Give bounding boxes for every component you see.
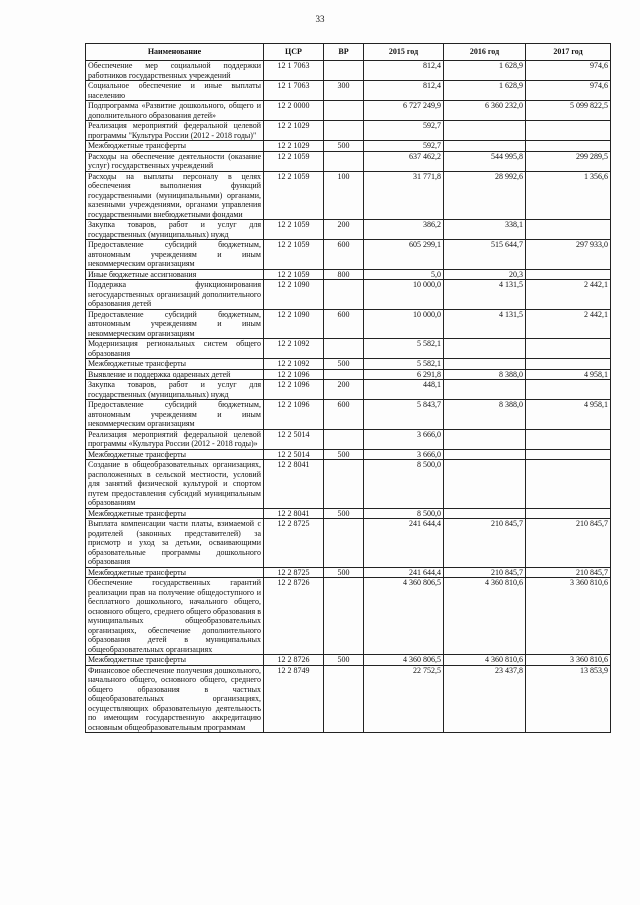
- cell-name: Подпрограмма «Развитие дошкольного, общего и дополнительного образования детей»: [86, 101, 264, 121]
- cell-csr: 12 2 8725: [264, 519, 324, 568]
- cell-vr: 500: [324, 508, 364, 519]
- cell-vr: 500: [324, 655, 364, 666]
- cell-vr: 300: [324, 81, 364, 101]
- cell-csr: 12 2 1092: [264, 339, 324, 359]
- cell-2017: 2 442,1: [526, 280, 611, 310]
- cell-2017: 3 360 810,6: [526, 578, 611, 655]
- cell-name: Социальное обеспечение и иные выплаты населению: [86, 81, 264, 101]
- cell-name: Финансовое обеспечение получения дошкольного, начального общего, основного общего, среднего общего образования в частных общеобразовательных организациях, осуществляющих образовательную деятельность по имеющим государственную аккредитацию основным общеобразовательным программам: [86, 665, 264, 733]
- cell-2016: [444, 449, 526, 460]
- cell-name: Выявление и поддержка одаренных детей: [86, 369, 264, 380]
- table-body: [86, 61, 611, 733]
- cell-vr: 500: [324, 449, 364, 460]
- header-year-2016: 2016 год: [444, 44, 526, 61]
- cell-2015: 10 000,0: [364, 280, 444, 310]
- cell-2017: 297 933,0: [526, 240, 611, 270]
- cell-2016: [444, 380, 526, 400]
- cell-2015: 3 666,0: [364, 449, 444, 460]
- cell-csr: 12 2 1059: [264, 171, 324, 220]
- cell-csr: 12 2 1090: [264, 280, 324, 310]
- cell-csr: 12 2 1029: [264, 121, 324, 141]
- cell-csr: 12 2 8041: [264, 460, 324, 509]
- cell-name: Модернизация региональных систем общего образования: [86, 339, 264, 359]
- cell-2015: 5 582,1: [364, 339, 444, 359]
- header-name: Наименование: [86, 44, 264, 61]
- cell-2016: 23 437,8: [444, 665, 526, 733]
- budget-table: [85, 43, 611, 733]
- cell-name: Расходы на выплаты персоналу в целях обеспечения выполнения функций государственными (муниципальными) органами, казенными учреждениями, органами управления государственными внебюджетными фондами: [86, 171, 264, 220]
- cell-csr: 12 2 1059: [264, 240, 324, 270]
- cell-csr: 12 2 1059: [264, 151, 324, 171]
- cell-vr: [324, 578, 364, 655]
- cell-2016: 4 360 810,6: [444, 655, 526, 666]
- cell-2016: [444, 460, 526, 509]
- cell-2015: 3 666,0: [364, 429, 444, 449]
- cell-2015: 241 644,4: [364, 567, 444, 578]
- cell-name: Межбюджетные трансферты: [86, 141, 264, 152]
- cell-2015: 6 727 249,9: [364, 101, 444, 121]
- table-row: [86, 359, 611, 370]
- cell-2016: 515 644,7: [444, 240, 526, 270]
- cell-2016: 4 131,5: [444, 309, 526, 339]
- cell-2015: 386,2: [364, 220, 444, 240]
- cell-name: Межбюджетные трансферты: [86, 508, 264, 519]
- header-vr: ВР: [324, 44, 364, 61]
- cell-name: Реализация мероприятий федеральной целевой программы "Культура России (2012 - 2018 годы)": [86, 121, 264, 141]
- table-row: [86, 429, 611, 449]
- cell-name: Закупка товаров, работ и услуг для государственных (муниципальных) нужд: [86, 380, 264, 400]
- table-row: [86, 665, 611, 733]
- cell-csr: 12 2 8726: [264, 655, 324, 666]
- cell-2017: [526, 141, 611, 152]
- cell-csr: 12 2 8749: [264, 665, 324, 733]
- cell-csr: 12 1 7063: [264, 61, 324, 81]
- cell-2017: 4 958,1: [526, 400, 611, 430]
- cell-2017: [526, 359, 611, 370]
- cell-2017: [526, 380, 611, 400]
- cell-vr: [324, 280, 364, 310]
- cell-vr: 500: [324, 567, 364, 578]
- table-row: [86, 151, 611, 171]
- cell-2017: 2 442,1: [526, 309, 611, 339]
- cell-vr: 800: [324, 269, 364, 280]
- cell-2016: 28 992,6: [444, 171, 526, 220]
- cell-2017: [526, 460, 611, 509]
- table-row: [86, 81, 611, 101]
- cell-2015: 241 644,4: [364, 519, 444, 568]
- cell-2015: 8 500,0: [364, 460, 444, 509]
- cell-2017: 1 356,6: [526, 171, 611, 220]
- table-row: [86, 339, 611, 359]
- cell-csr: 12 2 0000: [264, 101, 324, 121]
- cell-vr: [324, 369, 364, 380]
- cell-2017: [526, 269, 611, 280]
- cell-vr: 100: [324, 171, 364, 220]
- cell-csr: 12 2 8725: [264, 567, 324, 578]
- cell-2016: 544 995,8: [444, 151, 526, 171]
- table-row: [86, 141, 611, 152]
- cell-name: Создание в общеобразовательных организациях, расположенных в сельской местности, условий для занятий физической культурой и спортом путем предоставления субсидий муниципальным образованиям: [86, 460, 264, 509]
- table-row: [86, 380, 611, 400]
- cell-2017: [526, 429, 611, 449]
- cell-2016: 1 628,9: [444, 81, 526, 101]
- table-row: [86, 280, 611, 310]
- cell-vr: [324, 460, 364, 509]
- cell-2016: 8 388,0: [444, 369, 526, 380]
- cell-name: Расходы на обеспечение деятельности (оказание услуг) государственных учреждений: [86, 151, 264, 171]
- cell-2016: 8 388,0: [444, 400, 526, 430]
- cell-vr: [324, 339, 364, 359]
- cell-vr: 200: [324, 220, 364, 240]
- table-row: [86, 269, 611, 280]
- table-header-row: [86, 44, 611, 61]
- table-row: [86, 449, 611, 460]
- cell-csr: 12 1 7063: [264, 81, 324, 101]
- cell-2017: 5 099 822,5: [526, 101, 611, 121]
- table-row: [86, 61, 611, 81]
- cell-name: Межбюджетные трансферты: [86, 449, 264, 460]
- table-row: [86, 567, 611, 578]
- cell-csr: 12 2 1059: [264, 220, 324, 240]
- cell-2016: [444, 429, 526, 449]
- cell-vr: 200: [324, 380, 364, 400]
- cell-vr: [324, 101, 364, 121]
- cell-2017: 299 289,5: [526, 151, 611, 171]
- table-row: [86, 578, 611, 655]
- table-row: [86, 655, 611, 666]
- cell-2017: [526, 508, 611, 519]
- cell-2015: 592,7: [364, 141, 444, 152]
- cell-2015: 592,7: [364, 121, 444, 141]
- cell-vr: 600: [324, 240, 364, 270]
- cell-2016: 210 845,7: [444, 567, 526, 578]
- cell-2015: 637 462,2: [364, 151, 444, 171]
- table-row: [86, 101, 611, 121]
- cell-csr: 12 2 1096: [264, 369, 324, 380]
- cell-name: Обеспечение государственных гарантий реализации прав на получение общедоступного и бесплатного дошкольного, начального общего, основного общего, среднего общего образования в муниципальных общеобразовательных организациях, обеспечение дополнительного образования детей в муниципальных общеобразовательных организациях: [86, 578, 264, 655]
- cell-name: Обеспечение мер социальной поддержки работников государственных учреждений: [86, 61, 264, 81]
- cell-2016: [444, 359, 526, 370]
- table-row: [86, 519, 611, 568]
- cell-2016: 1 628,9: [444, 61, 526, 81]
- cell-vr: [324, 151, 364, 171]
- cell-csr: 12 2 1090: [264, 309, 324, 339]
- cell-name: Предоставление субсидий бюджетным, автономным учреждениям и иным некоммерческим организациям: [86, 309, 264, 339]
- table-row: [86, 121, 611, 141]
- cell-2016: [444, 121, 526, 141]
- cell-name: Реализация мероприятий федеральной целевой программы «Культура России (2012 - 2018 годы)»: [86, 429, 264, 449]
- table-row: [86, 309, 611, 339]
- cell-2015: 22 752,5: [364, 665, 444, 733]
- cell-2015: 812,4: [364, 81, 444, 101]
- cell-name: Предоставление субсидий бюджетным, автономным учреждениям и иным некоммерческим организациям: [86, 240, 264, 270]
- cell-2015: 4 360 806,5: [364, 578, 444, 655]
- cell-2016: 4 360 810,6: [444, 578, 526, 655]
- cell-2015: 8 500,0: [364, 508, 444, 519]
- cell-csr: 12 2 8041: [264, 508, 324, 519]
- cell-2015: 605 299,1: [364, 240, 444, 270]
- cell-name: Поддержка функционирования негосударственных организаций дополнительного образования детей: [86, 280, 264, 310]
- cell-2015: 10 000,0: [364, 309, 444, 339]
- cell-2017: 974,6: [526, 61, 611, 81]
- cell-2015: 448,1: [364, 380, 444, 400]
- cell-2017: 974,6: [526, 81, 611, 101]
- cell-2017: [526, 220, 611, 240]
- table-row: [86, 240, 611, 270]
- cell-vr: [324, 665, 364, 733]
- cell-2015: 5 843,7: [364, 400, 444, 430]
- cell-2017: 210 845,7: [526, 567, 611, 578]
- cell-name: Межбюджетные трансферты: [86, 655, 264, 666]
- header-year-2017: 2017 год: [526, 44, 611, 61]
- cell-csr: 12 2 5014: [264, 449, 324, 460]
- cell-csr: 12 2 1096: [264, 400, 324, 430]
- cell-name: Межбюджетные трансферты: [86, 359, 264, 370]
- cell-csr: 12 2 1059: [264, 269, 324, 280]
- cell-2016: 210 845,7: [444, 519, 526, 568]
- cell-2015: 5 582,1: [364, 359, 444, 370]
- cell-vr: 600: [324, 400, 364, 430]
- cell-vr: [324, 121, 364, 141]
- cell-2016: 20,3: [444, 269, 526, 280]
- cell-2015: 4 360 806,5: [364, 655, 444, 666]
- cell-2017: [526, 121, 611, 141]
- table-row: [86, 369, 611, 380]
- cell-2016: [444, 141, 526, 152]
- cell-2016: 338,1: [444, 220, 526, 240]
- table-row: [86, 460, 611, 509]
- cell-2015: 5,0: [364, 269, 444, 280]
- cell-name: Выплата компенсации части платы, взимаемой с родителей (законных представителей) за присмотр и уход за детьми, осваивающими образовательные программы дошкольного образования: [86, 519, 264, 568]
- cell-csr: 12 2 1029: [264, 141, 324, 152]
- cell-name: Закупка товаров, работ и услуг для государственных (муниципальных) нужд: [86, 220, 264, 240]
- cell-2017: 210 845,7: [526, 519, 611, 568]
- table-row: [86, 171, 611, 220]
- cell-csr: 12 2 1096: [264, 380, 324, 400]
- table-row: [86, 508, 611, 519]
- cell-name: Иные бюджетные ассигнования: [86, 269, 264, 280]
- cell-vr: 600: [324, 309, 364, 339]
- cell-vr: 500: [324, 359, 364, 370]
- page-number: 33: [315, 14, 325, 24]
- cell-csr: 12 2 1092: [264, 359, 324, 370]
- cell-2015: 6 291,8: [364, 369, 444, 380]
- cell-2017: [526, 449, 611, 460]
- cell-2016: [444, 508, 526, 519]
- cell-2017: 4 958,1: [526, 369, 611, 380]
- cell-2016: [444, 339, 526, 359]
- cell-vr: [324, 429, 364, 449]
- cell-2015: 31 771,8: [364, 171, 444, 220]
- cell-csr: 12 2 8726: [264, 578, 324, 655]
- table-row: [86, 400, 611, 430]
- header-csr: ЦСР: [264, 44, 324, 61]
- cell-vr: [324, 519, 364, 568]
- cell-vr: [324, 61, 364, 81]
- cell-name: Межбюджетные трансферты: [86, 567, 264, 578]
- cell-vr: 500: [324, 141, 364, 152]
- cell-csr: 12 2 5014: [264, 429, 324, 449]
- header-year-2015: 2015 год: [364, 44, 444, 61]
- cell-2015: 812,4: [364, 61, 444, 81]
- cell-2017: 3 360 810,6: [526, 655, 611, 666]
- cell-name: Предоставление субсидий бюджетным, автономным учреждениям и иным некоммерческим организациям: [86, 400, 264, 430]
- table-row: [86, 220, 611, 240]
- cell-2017: 13 853,9: [526, 665, 611, 733]
- cell-2016: 4 131,5: [444, 280, 526, 310]
- cell-2016: 6 360 232,0: [444, 101, 526, 121]
- cell-2017: [526, 339, 611, 359]
